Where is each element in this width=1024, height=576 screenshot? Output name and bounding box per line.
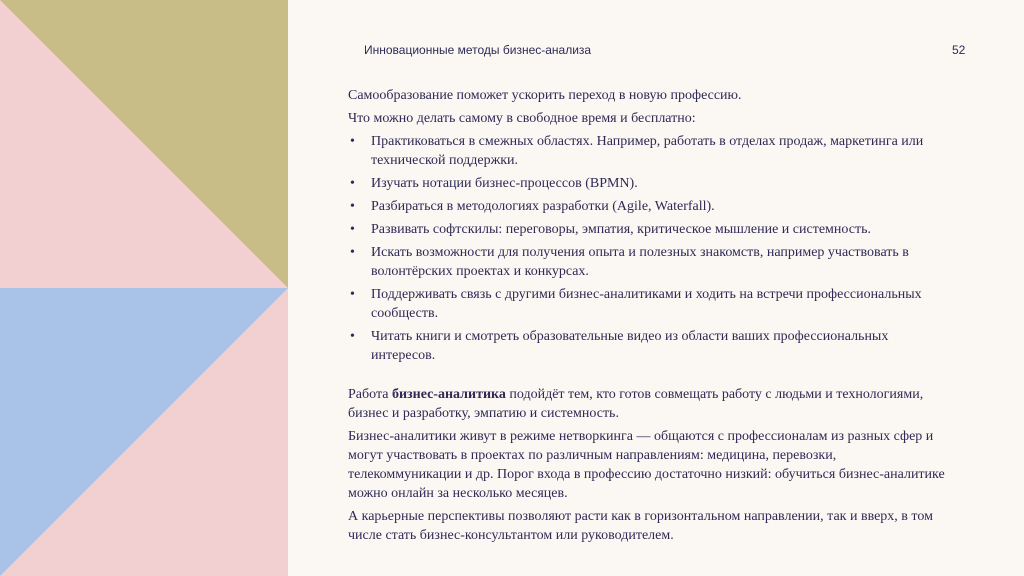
bullet-icon: • (350, 199, 355, 214)
list-item (348, 174, 948, 193)
list-item (348, 327, 948, 365)
list-item (348, 285, 948, 323)
list-item (348, 132, 948, 170)
paragraph-role-prefix: Работа (348, 387, 392, 402)
slide-content (348, 86, 948, 549)
paragraph-career: А карьерные перспективы позволяют расти как в горизонтальном направлении, так и вверх, в том числе стать бизнес-консультантом или руководителем. (348, 509, 933, 543)
bullet-icon: • (350, 134, 355, 149)
paragraph-role (348, 385, 948, 423)
decorative-triangles (0, 0, 288, 576)
list-item-text: Практиковаться в смежных областях. Например, работать в отделах продаж, маркетинга или технической поддержки. (371, 134, 924, 168)
paragraph-role-suffix: подойдёт тем, кто готов совмещать работу с людьми и технологиями, бизнес и разработку, эмпатию и системность. (348, 387, 924, 421)
list-item-text: Разбираться в методологиях разработки (Agile, Waterfall). (371, 199, 715, 214)
list-item-text: Искать возможности для получения опыта и полезных знакомств, например участвовать в волонтёрских проектах и конкурсах. (371, 245, 909, 279)
bullet-list (348, 132, 948, 365)
list-item-text: Изучать нотации бизнес-процессов (BPMN). (371, 176, 638, 191)
bullet-icon: • (350, 329, 355, 344)
page-number: 52 (952, 43, 966, 57)
intro-line: Самообразование поможет ускорить переход в новую профессию. (348, 88, 742, 103)
slide-header-title: Инновационные методы бизнес-анализа (364, 43, 592, 57)
list-item-text: Читать книги и смотреть образовательные видео из области ваших профессиональных интересов. (371, 329, 889, 363)
list-item-text: Развивать софтскилы: переговоры, эмпатия, критическое мышление и системность. (371, 222, 871, 237)
list-item (348, 243, 948, 281)
list-item (348, 220, 948, 239)
intro-line: Что можно делать самому в свободное время и бесплатно: (348, 111, 696, 126)
list-item (348, 197, 948, 216)
bullet-icon: • (350, 245, 355, 260)
paragraph-role-bold: бизнес-аналитика (391, 387, 506, 402)
bullet-icon: • (350, 176, 355, 191)
bullet-icon: • (350, 222, 355, 237)
bullet-icon: • (350, 287, 355, 302)
section-spacer (348, 369, 948, 385)
paragraph-networking: Бизнес-аналитики живут в режиме нетворкинга — общаются с профессионалам из разных сфер и могут участвовать в проектах по различным направлениям: медицина, перевозки, телекоммуникации и др. Порог входа в профессию достаточно низкий: обучиться бизнес-аналитике можно онлайн за несколько месяцев. (348, 429, 945, 501)
list-item-text: Поддерживать связь с другими бизнес-аналитиками и ходить на встречи профессиональных сообществ. (371, 287, 922, 321)
